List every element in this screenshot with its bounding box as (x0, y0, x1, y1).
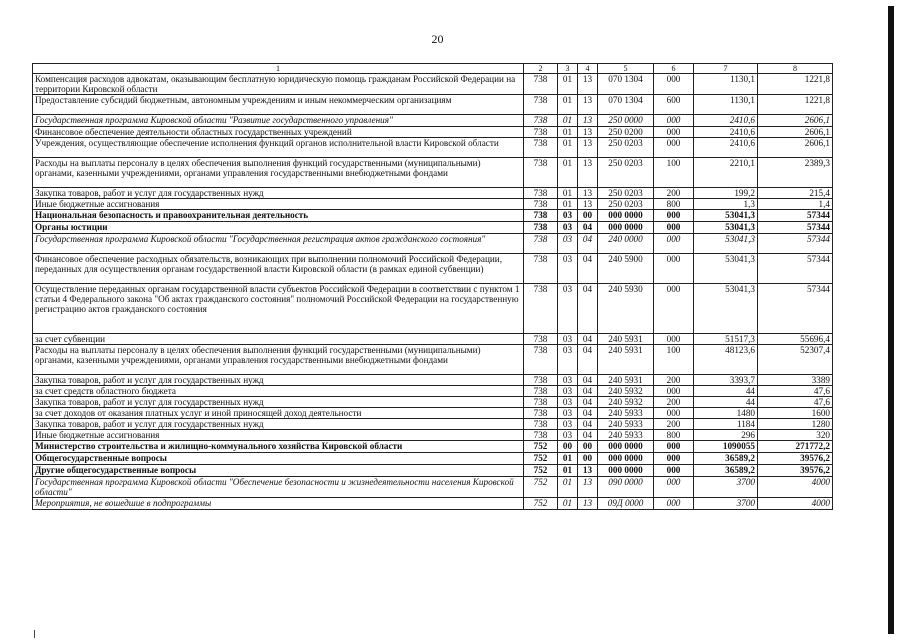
amount-2015-cell: 57344 (758, 222, 833, 234)
amount-2014-cell: 1090055 (694, 441, 758, 453)
table-row (33, 188, 833, 199)
expense-type-cell: 000 (654, 465, 694, 477)
subsection-code-cell: 13 (578, 465, 598, 477)
amount-2015-cell: 57344 (758, 210, 833, 222)
table-row (33, 115, 833, 127)
ministry-code-cell: 752 (524, 477, 558, 498)
expense-type-cell: 200 (654, 419, 694, 430)
row-name-cell: Государственная программа Кировской области "Обеспечение безопасности и жизнедеятельности населения Кировской области" (33, 477, 524, 498)
amount-2014-cell: 1130,1 (694, 74, 758, 95)
amount-2014-cell: 3700 (694, 477, 758, 498)
row-name-cell: Расходы на выплаты персоналу в целях обеспечения выполнения функций государственными (муниципальными) органами, казенными учреждениями, органами управления государственными внебюджетными фондами (33, 345, 524, 375)
table-row (33, 408, 833, 419)
expense-type-cell: 000 (654, 334, 694, 345)
amount-2014-cell: 44 (694, 397, 758, 408)
row-name-cell: Учреждения, осуществляющие обеспечение исполнения функций органов исполнительной власти Кировской области (33, 138, 524, 158)
amount-2014-cell: 48123,6 (694, 345, 758, 375)
amount-2015-cell: 4000 (758, 477, 833, 498)
amount-2014-cell: 296 (694, 430, 758, 441)
target-article-cell: 240 5930 (598, 284, 654, 334)
amount-2014-cell: 3700 (694, 498, 758, 510)
section-code-cell: 03 (558, 386, 578, 397)
amount-2014-cell: 51517,3 (694, 334, 758, 345)
row-name-cell: Закупка товаров, работ и услуг для государственных нужд (33, 397, 524, 408)
amount-2015-cell: 39576,2 (758, 453, 833, 465)
amount-2015-cell: 57344 (758, 234, 833, 254)
header-cell: 4 (578, 64, 598, 74)
section-code-cell: 03 (558, 284, 578, 334)
row-name-cell: Министерство строительства и жилищно-коммунального хозяйства Кировской области (33, 441, 524, 453)
amount-2014-cell: 199,2 (694, 188, 758, 199)
row-name-cell: Мероприятия, не вошедшие в подпрограммы (33, 498, 524, 510)
subsection-code-cell: 04 (578, 222, 598, 234)
amount-2014-cell: 2410,6 (694, 127, 758, 138)
subsection-code-cell: 13 (578, 138, 598, 158)
expense-type-cell: 000 (654, 441, 694, 453)
amount-2014-cell: 1,3 (694, 199, 758, 210)
subsection-code-cell: 04 (578, 254, 598, 284)
table-row (33, 453, 833, 465)
amount-2015-cell: 1280 (758, 419, 833, 430)
target-article-cell: 240 0000 (598, 234, 654, 254)
target-article-cell: 000 0000 (598, 210, 654, 222)
expense-type-cell: 000 (654, 74, 694, 95)
section-code-cell: 03 (558, 408, 578, 419)
section-code-cell: 03 (558, 334, 578, 345)
table-row (33, 419, 833, 430)
amount-2014-cell: 44 (694, 386, 758, 397)
section-code-cell: 01 (558, 138, 578, 158)
header-row (33, 64, 833, 74)
page-number: 20 (431, 32, 444, 46)
subsection-code-cell: 04 (578, 334, 598, 345)
row-name-cell: Финансовое обеспечение расходных обязательств, возникающих при выполнении полномочий Российской Федерации, переданных для осуществления органам государственной власти Кировской области (в рамках единой субвенции) (33, 254, 524, 284)
expense-type-cell: 000 (654, 408, 694, 419)
ministry-code-cell: 738 (524, 158, 558, 188)
table-row (33, 234, 833, 254)
amount-2015-cell: 1221,8 (758, 95, 833, 115)
ministry-code-cell: 738 (524, 199, 558, 210)
section-code-cell: 03 (558, 234, 578, 254)
section-code-cell: 03 (558, 375, 578, 386)
section-code-cell: 01 (558, 199, 578, 210)
table-row (33, 210, 833, 222)
row-name-cell: за счет средств областного бюджета (33, 386, 524, 397)
row-name-cell: Осуществление переданных органам государственной власти субъектов Российской Федерации в соответствии с пунктом 1 статьи 4 Федерального закона "Об актах гражданского состояния" полномочий Российской Федерации на государственную регистрацию актов гражданского состояния (33, 284, 524, 334)
section-code-cell: 01 (558, 453, 578, 465)
row-name-cell: за счет субвенции (33, 334, 524, 345)
amount-2014-cell: 53041,3 (694, 234, 758, 254)
subsection-code-cell: 13 (578, 199, 598, 210)
row-name-cell: Закупка товаров, работ и услуг для государственных нужд (33, 188, 524, 199)
subsection-code-cell: 04 (578, 397, 598, 408)
amount-2015-cell: 1,4 (758, 199, 833, 210)
amount-2015-cell: 271772,2 (758, 441, 833, 453)
ministry-code-cell: 752 (524, 453, 558, 465)
subsection-code-cell: 04 (578, 408, 598, 419)
expense-type-cell: 200 (654, 188, 694, 199)
amount-2015-cell: 55696,4 (758, 334, 833, 345)
target-article-cell: 240 5933 (598, 408, 654, 419)
ministry-code-cell: 738 (524, 397, 558, 408)
section-code-cell: 01 (558, 95, 578, 115)
amount-2014-cell: 2210,1 (694, 158, 758, 188)
ministry-code-cell: 738 (524, 138, 558, 158)
row-name-cell: Финансовое обеспечение деятельности областных государственных учреждений (33, 127, 524, 138)
target-article-cell: 000 0000 (598, 453, 654, 465)
expense-type-cell: 000 (654, 477, 694, 498)
amount-2015-cell: 4000 (758, 498, 833, 510)
target-article-cell: 240 5933 (598, 430, 654, 441)
amount-2015-cell: 2606,1 (758, 115, 833, 127)
ministry-code-cell: 738 (524, 284, 558, 334)
amount-2015-cell: 2606,1 (758, 127, 833, 138)
header-cell: 3 (558, 64, 578, 74)
table-row (33, 158, 833, 188)
amount-2015-cell: 1221,8 (758, 74, 833, 95)
header-cell: 6 (654, 64, 694, 74)
subsection-code-cell: 13 (578, 158, 598, 188)
subsection-code-cell: 04 (578, 430, 598, 441)
subsection-code-cell: 04 (578, 234, 598, 254)
header-cell: 5 (598, 64, 654, 74)
table-row (33, 498, 833, 510)
section-code-cell: 00 (558, 441, 578, 453)
section-code-cell: 01 (558, 127, 578, 138)
expense-type-cell: 000 (654, 284, 694, 334)
row-name-cell: Закупка товаров, работ и услуг для государственных нужд (33, 375, 524, 386)
ministry-code-cell: 752 (524, 441, 558, 453)
amount-2014-cell: 1184 (694, 419, 758, 430)
subsection-code-cell: 00 (578, 441, 598, 453)
amount-2015-cell: 2606,1 (758, 138, 833, 158)
amount-2014-cell: 2410,6 (694, 115, 758, 127)
amount-2015-cell: 47,6 (758, 386, 833, 397)
table-row (33, 345, 833, 375)
section-code-cell: 03 (558, 222, 578, 234)
section-code-cell: 03 (558, 419, 578, 430)
expense-type-cell: 600 (654, 95, 694, 115)
section-code-cell: 01 (558, 465, 578, 477)
subsection-code-cell: 13 (578, 74, 598, 95)
target-article-cell: 240 5932 (598, 397, 654, 408)
amount-2014-cell: 3393,7 (694, 375, 758, 386)
row-name-cell: Иные бюджетные ассигнования (33, 199, 524, 210)
target-article-cell: 000 0000 (598, 465, 654, 477)
section-code-cell: 01 (558, 158, 578, 188)
row-name-cell: Закупка товаров, работ и услуг для государственных нужд (33, 419, 524, 430)
subsection-code-cell: 00 (578, 210, 598, 222)
ministry-code-cell: 738 (524, 345, 558, 375)
expense-type-cell: 000 (654, 222, 694, 234)
expense-type-cell: 000 (654, 498, 694, 510)
expense-type-cell: 200 (654, 397, 694, 408)
ministry-code-cell: 738 (524, 74, 558, 95)
target-article-cell: 240 5933 (598, 419, 654, 430)
subsection-code-cell: 13 (578, 95, 598, 115)
ministry-code-cell: 752 (524, 465, 558, 477)
header-cell: 8 (758, 64, 833, 74)
amount-2015-cell: 320 (758, 430, 833, 441)
scan-mark (34, 630, 35, 638)
amount-2015-cell: 57344 (758, 254, 833, 284)
ministry-code-cell: 738 (524, 334, 558, 345)
amount-2015-cell: 57344 (758, 284, 833, 334)
table-row (33, 386, 833, 397)
row-name-cell: Национальная безопасность и правоохранительная деятельность (33, 210, 524, 222)
row-name-cell: Компенсация расходов адвокатам, оказывающим бесплатную юридическую помощь гражданам Российской Федерации на территории Кировской области (33, 74, 524, 95)
row-name-cell: Государственная программа Кировской области "Развитие государственного управления" (33, 115, 524, 127)
row-name-cell: за счет доходов от оказания платных услуг и иной приносящей доход деятельности (33, 408, 524, 419)
subsection-code-cell: 04 (578, 345, 598, 375)
table-row (33, 284, 833, 334)
expense-type-cell: 000 (654, 210, 694, 222)
amount-2014-cell: 1480 (694, 408, 758, 419)
section-code-cell: 03 (558, 345, 578, 375)
expense-type-cell: 200 (654, 375, 694, 386)
table-row (33, 334, 833, 345)
subsection-code-cell: 13 (578, 127, 598, 138)
row-name-cell: Органы юстиции (33, 222, 524, 234)
table-row (33, 430, 833, 441)
amount-2015-cell: 2389,3 (758, 158, 833, 188)
expense-type-cell: 800 (654, 430, 694, 441)
table-row (33, 127, 833, 138)
header-cell: 2 (524, 64, 558, 74)
expense-type-cell: 100 (654, 345, 694, 375)
amount-2014-cell: 2410,6 (694, 138, 758, 158)
target-article-cell: 070 1304 (598, 95, 654, 115)
ministry-code-cell: 738 (524, 419, 558, 430)
expense-type-cell: 100 (654, 158, 694, 188)
target-article-cell: 250 0203 (598, 138, 654, 158)
target-article-cell: 240 5931 (598, 375, 654, 386)
amount-2014-cell: 36589,2 (694, 465, 758, 477)
row-name-cell: Общегосударственные вопросы (33, 453, 524, 465)
subsection-code-cell: 04 (578, 284, 598, 334)
ministry-code-cell: 738 (524, 386, 558, 397)
target-article-cell: 250 0203 (598, 158, 654, 188)
target-article-cell: 240 5931 (598, 345, 654, 375)
target-article-cell: 000 0000 (598, 441, 654, 453)
target-article-cell: 240 5932 (598, 386, 654, 397)
section-code-cell: 03 (558, 210, 578, 222)
amount-2014-cell: 36589,2 (694, 453, 758, 465)
expense-type-cell: 000 (654, 254, 694, 284)
budget-table (32, 63, 833, 510)
row-name-cell: Предоставление субсидий бюджетным, автономным учреждениям и иным некоммерческим организациям (33, 95, 524, 115)
target-article-cell: 250 0200 (598, 127, 654, 138)
subsection-code-cell: 04 (578, 419, 598, 430)
expense-type-cell: 000 (654, 115, 694, 127)
table-row (33, 254, 833, 284)
section-code-cell: 01 (558, 74, 578, 95)
expense-type-cell: 000 (654, 453, 694, 465)
section-code-cell: 03 (558, 430, 578, 441)
target-article-cell: 240 5900 (598, 254, 654, 284)
subsection-code-cell: 00 (578, 453, 598, 465)
ministry-code-cell: 738 (524, 188, 558, 199)
ministry-code-cell: 752 (524, 498, 558, 510)
target-article-cell: 250 0203 (598, 188, 654, 199)
target-article-cell: 09Д 0000 (598, 498, 654, 510)
target-article-cell: 000 0000 (598, 222, 654, 234)
amount-2014-cell: 1130,1 (694, 95, 758, 115)
ministry-code-cell: 738 (524, 127, 558, 138)
ministry-code-cell: 738 (524, 430, 558, 441)
section-code-cell: 01 (558, 498, 578, 510)
table-row (33, 199, 833, 210)
amount-2014-cell: 53041,3 (694, 254, 758, 284)
subsection-code-cell: 13 (578, 498, 598, 510)
target-article-cell: 090 0000 (598, 477, 654, 498)
section-code-cell: 01 (558, 477, 578, 498)
amount-2015-cell: 215,4 (758, 188, 833, 199)
scan-edge-bar (888, 6, 894, 634)
ministry-code-cell: 738 (524, 234, 558, 254)
row-name-cell: Другие общегосударственные вопросы (33, 465, 524, 477)
amount-2015-cell: 47,6 (758, 397, 833, 408)
amount-2014-cell: 53041,3 (694, 210, 758, 222)
ministry-code-cell: 738 (524, 210, 558, 222)
subsection-code-cell: 04 (578, 386, 598, 397)
ministry-code-cell: 738 (524, 115, 558, 127)
section-code-cell: 03 (558, 397, 578, 408)
ministry-code-cell: 738 (524, 95, 558, 115)
amount-2015-cell: 52307,4 (758, 345, 833, 375)
table-row (33, 441, 833, 453)
subsection-code-cell: 13 (578, 115, 598, 127)
target-article-cell: 240 5931 (598, 334, 654, 345)
table-row (33, 138, 833, 158)
section-code-cell: 01 (558, 115, 578, 127)
expense-type-cell: 000 (654, 138, 694, 158)
amount-2015-cell: 1600 (758, 408, 833, 419)
expense-type-cell: 000 (654, 386, 694, 397)
subsection-code-cell: 13 (578, 188, 598, 199)
expense-type-cell: 000 (654, 234, 694, 254)
table-row (33, 222, 833, 234)
header-cell: 7 (694, 64, 758, 74)
subsection-code-cell: 04 (578, 375, 598, 386)
amount-2015-cell: 39576,2 (758, 465, 833, 477)
ministry-code-cell: 738 (524, 254, 558, 284)
amount-2014-cell: 53041,3 (694, 222, 758, 234)
row-name-cell: Государственная программа Кировской области "Государственная регистрация актов гражданского состояния" (33, 234, 524, 254)
amount-2015-cell: 3389 (758, 375, 833, 386)
ministry-code-cell: 738 (524, 408, 558, 419)
section-code-cell: 03 (558, 254, 578, 284)
table-row (33, 465, 833, 477)
table-row (33, 477, 833, 498)
target-article-cell: 250 0203 (598, 199, 654, 210)
table-row (33, 95, 833, 115)
row-name-cell: Расходы на выплаты персоналу в целях обеспечения выполнения функций государственными (муниципальными) органами, казенными учреждениями, органами управления государственными внебюджетными фондами (33, 158, 524, 188)
expense-type-cell: 000 (654, 127, 694, 138)
expense-type-cell: 800 (654, 199, 694, 210)
amount-2014-cell: 53041,3 (694, 284, 758, 334)
target-article-cell: 070 1304 (598, 74, 654, 95)
table-row (33, 74, 833, 95)
ministry-code-cell: 738 (524, 222, 558, 234)
ministry-code-cell: 738 (524, 375, 558, 386)
table-row (33, 375, 833, 386)
table-row (33, 397, 833, 408)
header-cell: 1 (33, 64, 524, 74)
subsection-code-cell: 13 (578, 477, 598, 498)
row-name-cell: Иные бюджетные ассигнования (33, 430, 524, 441)
target-article-cell: 250 0000 (598, 115, 654, 127)
section-code-cell: 01 (558, 188, 578, 199)
